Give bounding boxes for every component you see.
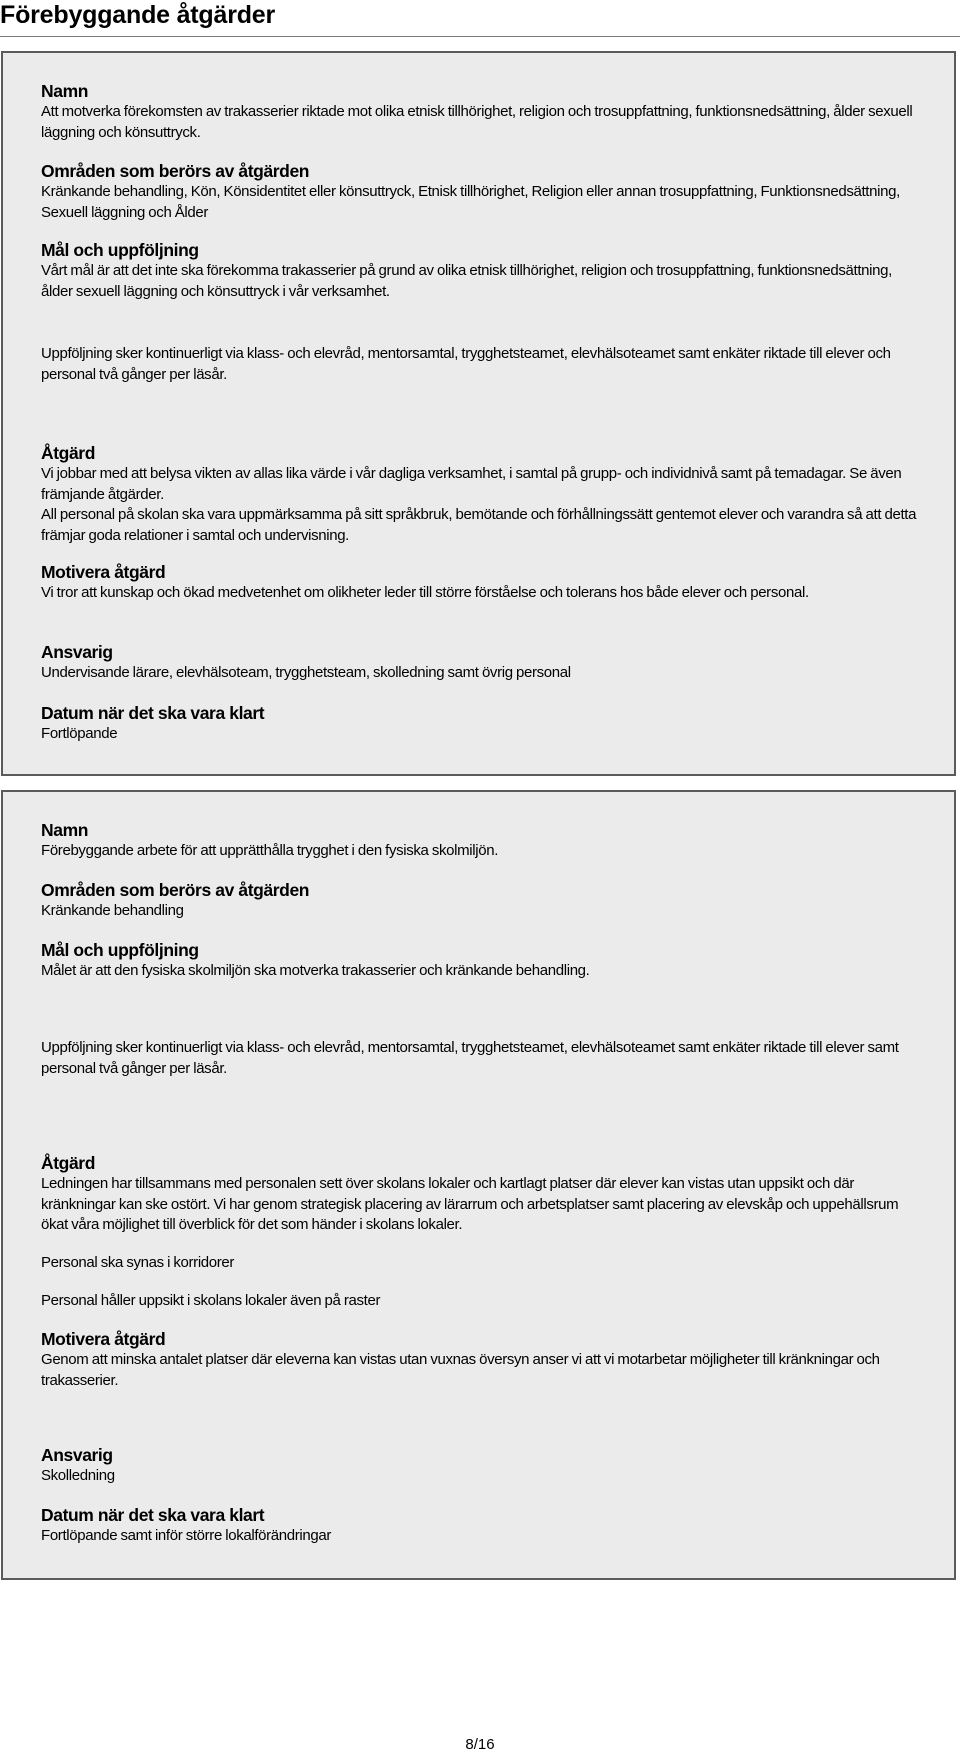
followup-value: Uppföljning sker kontinuerligt via klass- och elevråd, mentorsamtal, trygghetsteamet, elevhälsoteamet samt enkäter riktade till elever och personal två gånger per läsår.	[41, 345, 891, 383]
deadline-value: Fortlöpande samt inför större lokalförändringar	[41, 1527, 332, 1544]
responsible-label: Ansvarig	[41, 642, 113, 662]
responsible-label: Ansvarig	[41, 1445, 113, 1465]
goals-section	[41, 239, 918, 302]
goals-value: Målet är att den fysiska skolmiljön ska motverka trakasserier och kränkande behandling.	[41, 962, 590, 979]
action-text: Vi jobbar med att belysa vikten av allas lika värde i vår dagliga verksamhet, i samtal på grupp- och individnivå samt på temadagar. Se även främjande åtgärder.	[41, 465, 902, 503]
deadline-label: Datum när det ska vara klart	[41, 1505, 265, 1525]
followup-value: Uppföljning sker kontinuerligt via klass- och elevråd, mentorsamtal, trygghetsteamet, elevhälsoteamet samt enkäter riktade till elever samt personal två gånger per läsår.	[41, 1039, 899, 1077]
action-section-extra	[41, 1253, 918, 1274]
action-section	[41, 442, 918, 546]
action-label: Åtgärd	[41, 1153, 95, 1173]
areas-section	[41, 160, 918, 223]
deadline-section	[41, 702, 918, 745]
name-value: Att motverka förekomsten av trakasserier riktade mot olika etnisk tillhörighet, religion och trosuppfattning, funktionsnedsättning, ålder sexuell läggning och könsuttryck.	[41, 103, 913, 141]
action-section	[41, 1152, 918, 1236]
motivation-label: Motivera åtgärd	[41, 562, 166, 582]
name-section	[41, 80, 918, 143]
page-title: Förebyggande åtgärder	[0, 1, 276, 29]
name-section	[41, 819, 918, 862]
motivation-value: Genom att minska antalet platser där eleverna kan vistas utan vuxnas översyn anser vi att vi motarbetar möjligheter till kränkningar och trakasserier.	[41, 1351, 880, 1389]
followup-section	[41, 344, 918, 385]
areas-value: Kränkande behandling	[41, 902, 184, 919]
action-text: Personal håller uppsikt i skolans lokaler även på raster	[41, 1292, 381, 1309]
page-number: 8/16	[465, 1736, 495, 1753]
followup-section	[41, 1038, 918, 1079]
action-label: Åtgärd	[41, 443, 95, 463]
motivation-section	[41, 561, 918, 604]
action-section-extra	[41, 1291, 918, 1312]
areas-section	[41, 879, 918, 922]
areas-value: Kränkande behandling, Kön, Könsidentitet eller könsuttryck, Etnisk tillhörighet, Religion eller annan trosuppfattning, Funktionsnedsättning, Sexuell läggning och Ålder	[41, 183, 900, 221]
goals-label: Mål och uppföljning	[41, 240, 199, 260]
motivation-label: Motivera åtgärd	[41, 1329, 166, 1349]
name-label: Namn	[41, 820, 89, 840]
measure-card	[1, 790, 956, 1580]
name-value: Förebyggande arbete för att upprätthålla trygghet i den fysiska skolmiljön.	[41, 842, 499, 859]
responsible-value: Undervisande lärare, elevhälsoteam, trygghetsteam, skolledning samt övrig personal	[41, 664, 571, 681]
goals-label: Mål och uppföljning	[41, 940, 199, 960]
responsible-value: Skolledning	[41, 1467, 115, 1484]
goals-value: Vårt mål är att det inte ska förekomma trakasserier på grund av olika etnisk tillhörighet, religion och trosuppfattning, funktionsnedsättning, ålder sexuell läggning och könsuttryck i vår verksamhet.	[41, 262, 892, 300]
name-label: Namn	[41, 81, 89, 101]
action-text: All personal på skolan ska vara uppmärksamma på sitt språkbruk, bemötande och förhållningssätt gentemot elever och varandra så att detta främjar goda relationer i samtal och undervisning.	[41, 506, 917, 544]
title-divider	[0, 36, 960, 37]
goals-section	[41, 939, 918, 982]
areas-label: Områden som berörs av åtgärden	[41, 880, 310, 900]
areas-label: Områden som berörs av åtgärden	[41, 161, 310, 181]
deadline-label: Datum när det ska vara klart	[41, 703, 265, 723]
measure-card	[1, 51, 956, 776]
motivation-value: Vi tror att kunskap och ökad medvetenhet om olikheter leder till större förståelse och tolerans hos både elever och personal.	[41, 584, 809, 601]
responsible-section	[41, 641, 918, 684]
action-text: Personal ska synas i korridorer	[41, 1254, 235, 1271]
deadline-section	[41, 1504, 918, 1547]
action-text: Ledningen har tillsammans med personalen sett över skolans lokaler och kartlagt platser där elever kan vistas utan uppsikt och där kränkningar kan ske ostört. Vi har genom strategisk placering av lärarrum och arbetsplatser samt placering av elevskåp och uppehällsrum ökat våra möjlighet till överblick för det som händer i skolans lokaler.	[41, 1175, 899, 1233]
deadline-value: Fortlöpande	[41, 725, 118, 742]
motivation-section	[41, 1328, 918, 1391]
responsible-section	[41, 1444, 918, 1487]
